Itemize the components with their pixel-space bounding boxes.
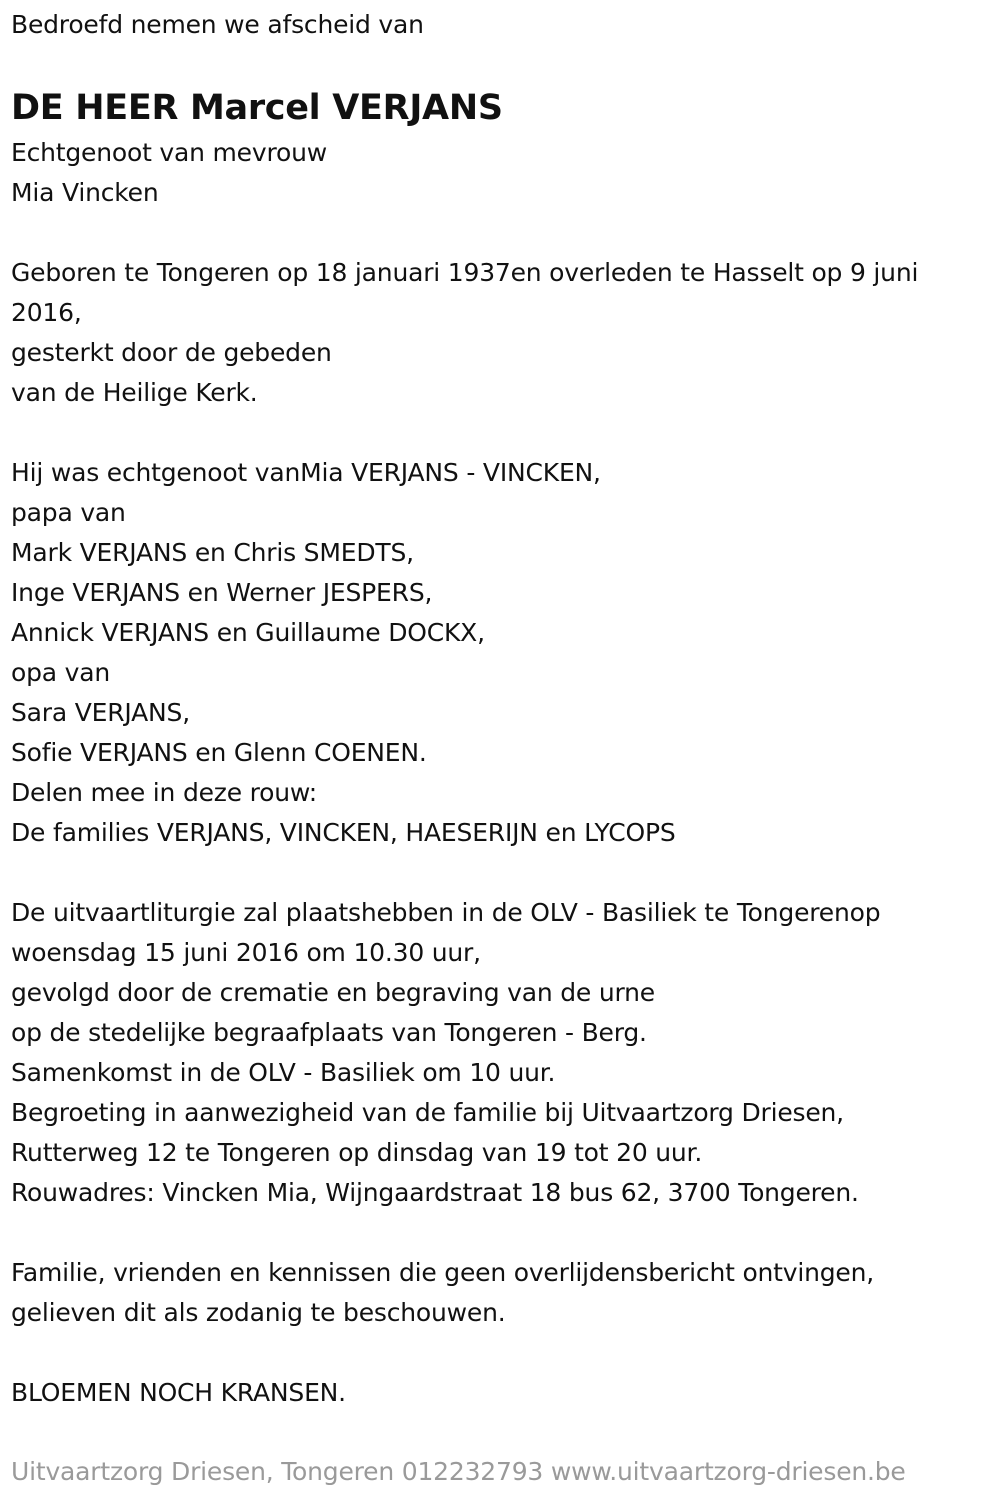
birth-death-line: 2016, [11, 298, 82, 327]
funeral-line: Begroeting in aanwezigheid van de familie bij Uitvaartzorg Driesen, [11, 1098, 844, 1127]
family-line: Annick VERJANS en Guillaume DOCKX, [11, 618, 485, 647]
obituary-document [11, 5, 991, 1413]
funeral-home-footer: Uitvaartzorg Driesen, Tongeren 012232793 www.uitvaartzorg-driesen.be [11, 1457, 906, 1486]
funeral-line: Rutterweg 12 te Tongeren op dinsdag van 19 tot 20 uur. [11, 1138, 703, 1167]
spacer [11, 1213, 991, 1253]
funeral-line: Rouwadres: Vincken Mia, Wijngaardstraat 18 bus 62, 3700 Tongeren. [11, 1178, 859, 1207]
notice-line: gelieven dit als zodanig te beschouwen. [11, 1298, 506, 1327]
flowers-line: BLOEMEN NOCH KRANSEN. [11, 1378, 346, 1407]
funeral-line: De uitvaartliturgie zal plaatshebben in de OLV - Basiliek te Tongerenop [11, 898, 881, 927]
spouse-name: Mia Vincken [11, 178, 159, 207]
family-line: Mark VERJANS en Chris SMEDTS, [11, 538, 414, 567]
family-line: Sofie VERJANS en Glenn COENEN. [11, 738, 427, 767]
funeral-line: gevolgd door de crematie en begraving van de urne [11, 978, 655, 1007]
funeral-line: Samenkomst in de OLV - Basiliek om 10 uur. [11, 1058, 556, 1087]
spacer [11, 1333, 991, 1373]
notice-line: Familie, vrienden en kennissen die geen overlijdensbericht ontvingen, [11, 1258, 875, 1287]
birth-death-line: Geboren te Tongeren op 18 januari 1937en overleden te Hasselt op 9 juni [11, 258, 919, 287]
funeral-line: op de stedelijke begraafplaats van Tongeren - Berg. [11, 1018, 647, 1047]
family-line: opa van [11, 658, 110, 687]
spacer [11, 213, 991, 253]
birth-death-line: van de Heilige Kerk. [11, 378, 258, 407]
family-line: Delen mee in deze rouw: [11, 778, 318, 807]
spacer [11, 853, 991, 893]
family-line: Sara VERJANS, [11, 698, 190, 727]
funeral-line: woensdag 15 juni 2016 om 10.30 uur, [11, 938, 481, 967]
spacer [11, 413, 991, 453]
deceased-name: DE HEER Marcel VERJANS [11, 88, 503, 128]
family-line: Hij was echtgenoot vanMia VERJANS - VINCKEN, [11, 458, 601, 487]
family-line: papa van [11, 498, 126, 527]
intro-text: Bedroefd nemen we afscheid van [11, 10, 424, 39]
spouse-line: Echtgenoot van mevrouw [11, 138, 327, 167]
family-line: De families VERJANS, VINCKEN, HAESERIJN en LYCOPS [11, 818, 676, 847]
birth-death-line: gesterkt door de gebeden [11, 338, 332, 367]
family-line: Inge VERJANS en Werner JESPERS, [11, 578, 433, 607]
